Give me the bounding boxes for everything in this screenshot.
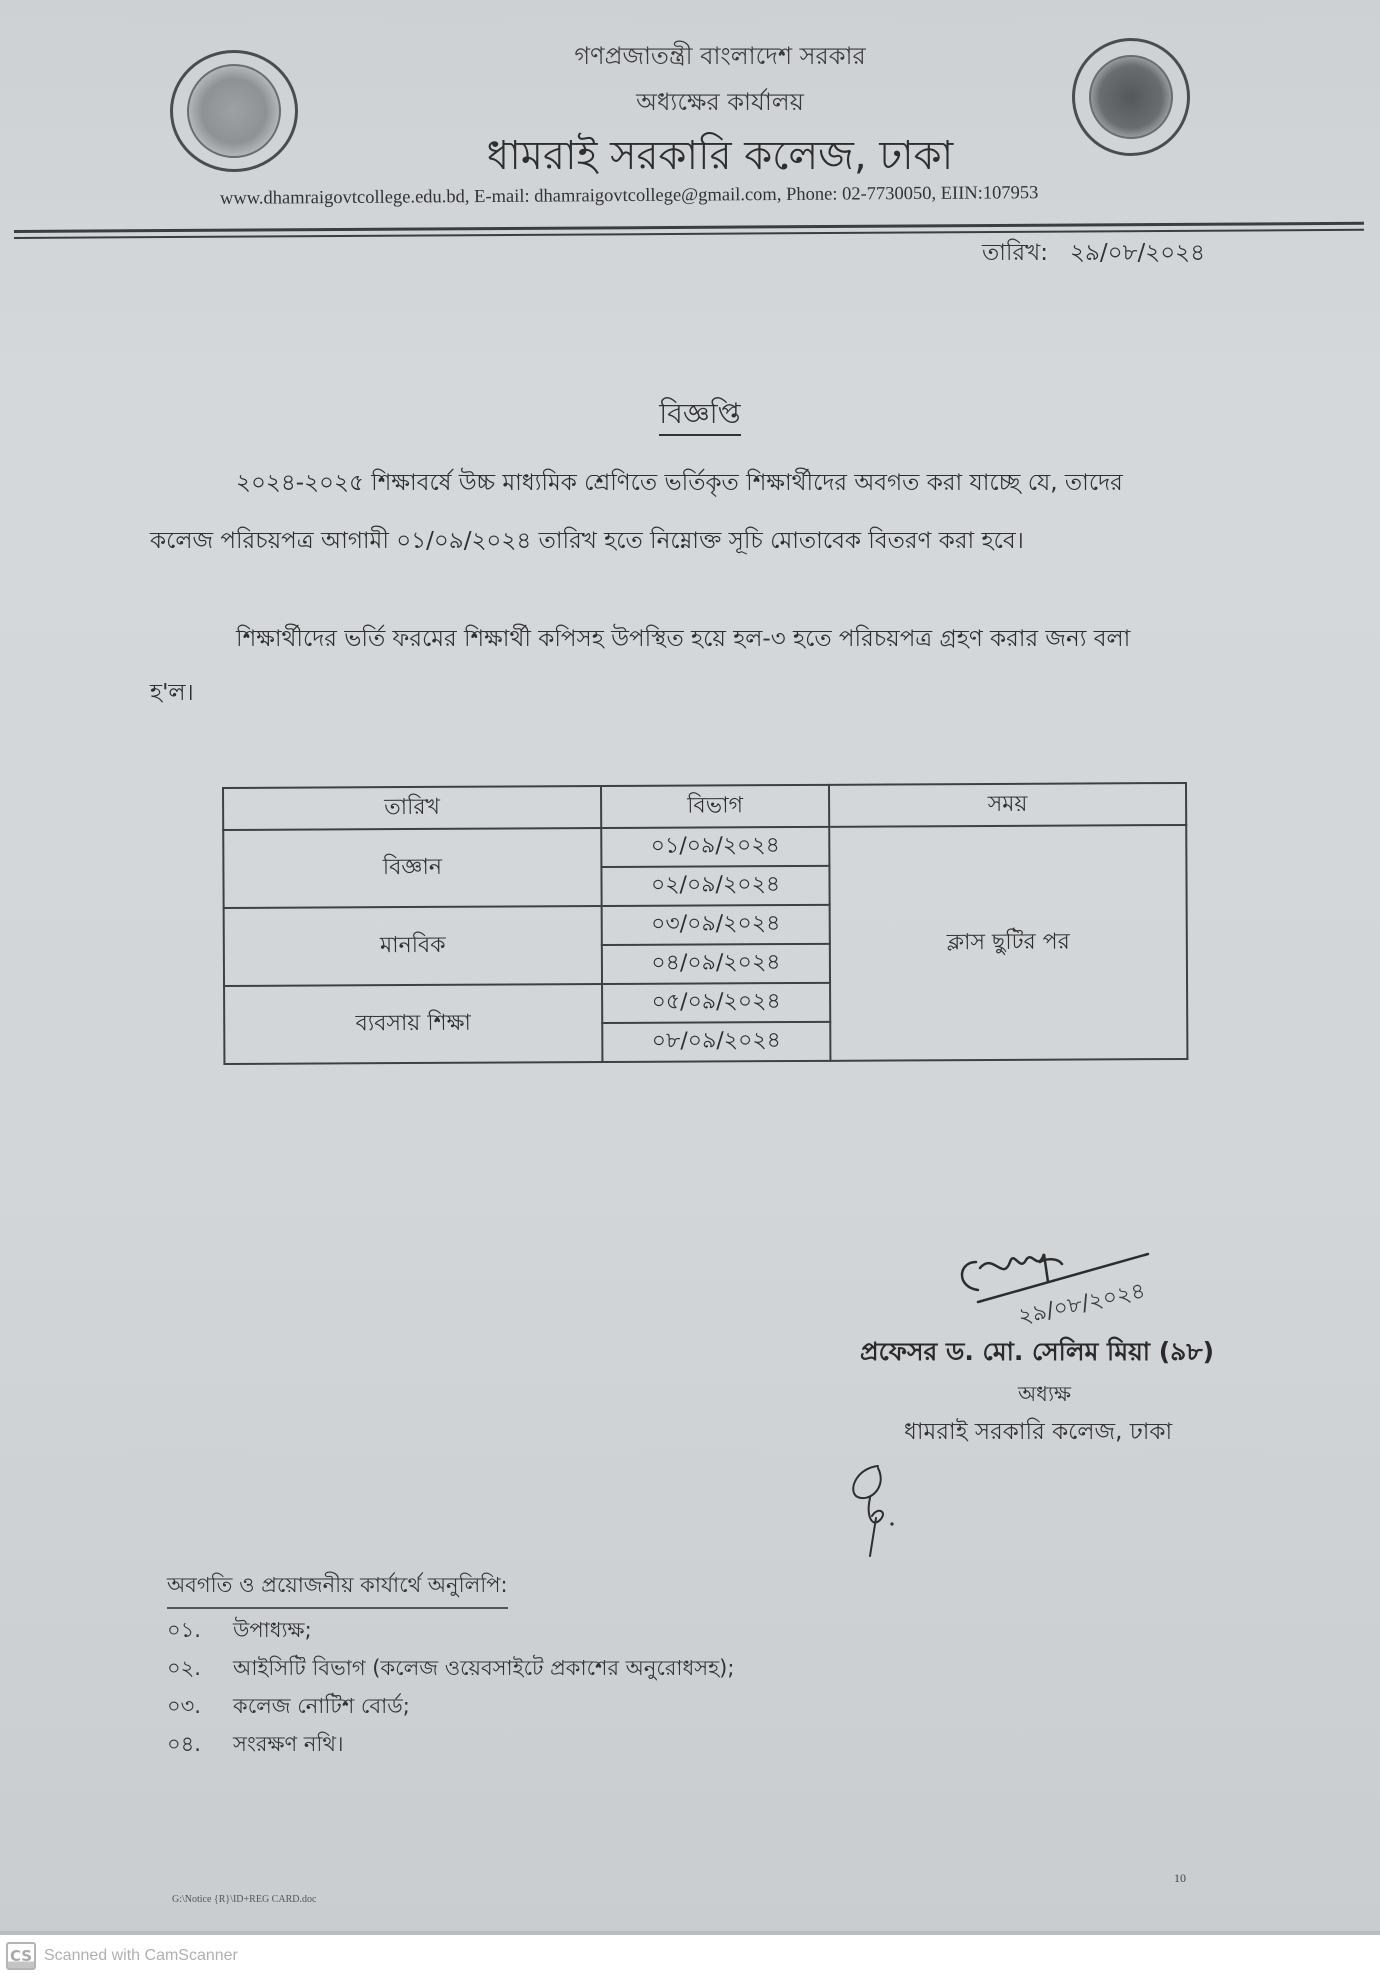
list-item: ০৪. সংরক্ষণ নথি।: [167, 1732, 344, 1756]
date-cell: ০৪/০৯/২০২৪: [602, 944, 830, 984]
signatory-organization: ধামরাই সরকারি কলেজ, ঢাকা: [904, 1419, 1173, 1445]
table-header-row: [223, 783, 1186, 830]
government-name: গণপ্রজাতন্ত্রী বাংলাদেশ সরকার: [574, 42, 866, 70]
principal-signature-icon: [948, 1232, 1158, 1332]
notice-title: বিজ্ঞপ্তি: [0, 392, 1380, 439]
office-name: অধ্যক্ষের কার্যালয়: [636, 88, 804, 116]
paragraph-1-line-1: ২০২৪-২০২৫ শিক্ষাবর্ষে উচ্চ মাধ্যমিক শ্রেণিতে ভর্তিকৃত শিক্ষার্থীদের অবগত করা যাচ্ছে যে, তাদের: [236, 470, 1123, 496]
contact-line: www.dhamraigovtcollege.edu.bd, E-mail: dhamraigovtcollege@gmail.com, Phone: 02-7730050, EIIN:107953: [219, 183, 1039, 209]
watermark-text: Scanned with CamScanner: [44, 1947, 238, 1964]
paragraph-2-line-1: শিক্ষার্থীদের ভর্তি ফরমের শিক্ষার্থী কপিসহ উপস্থিত হয়ে হল-৩ হতে পরিচয়পত্র গ্রহণ করার জন্য বলা: [236, 626, 1131, 652]
date-cell: ০২/০৯/২০২৪: [601, 866, 829, 906]
signatory-name: প্রফেসর ড. মো. সেলিম মিয়া (৯৮): [860, 1337, 1215, 1366]
college-name: ধামরাই সরকারি কলেজ, ঢাকা: [486, 133, 954, 179]
camscanner-watermark: [6, 1938, 238, 1974]
date-cell: ০৩/০৯/২০২৪: [602, 905, 830, 945]
date-value: ২৯/০৮/২০২৪: [1070, 240, 1206, 266]
header-date: তারিখ: [223, 786, 601, 830]
initials-mark-icon: [848, 1458, 918, 1558]
list-item: ০২. আইসিটি বিভাগ (কলেজ ওয়েবসাইটে প্রকাশের অনুরোধসহ);: [167, 1656, 735, 1680]
group-science: বিজ্ঞান: [223, 828, 601, 908]
copies-heading: অবগতি ও প্রয়োজনীয় কার্যার্থে অনুলিপি:: [167, 1569, 508, 1609]
date-cell: ০১/০৯/২০২৪: [601, 827, 829, 867]
header-time: সময়: [829, 783, 1186, 827]
date-cell: ০৮/০৯/২০২৪: [602, 1022, 830, 1062]
list-item: ০১. উপাধ্যক্ষ;: [167, 1618, 312, 1642]
copies-list: [167, 1614, 734, 1766]
time-cell: ক্লাস ছুটির পর: [829, 825, 1187, 1061]
header-department: বিভাগ: [601, 785, 829, 828]
list-item: ০৩. কলেজ নোটিশ বোর্ড;: [167, 1694, 410, 1718]
date-label: তারিখ:: [982, 240, 1049, 266]
notice-date: [982, 234, 1227, 273]
distribution-schedule-table: [222, 782, 1188, 1065]
signatory-designation: অধ্যক্ষ: [1018, 1382, 1072, 1406]
paragraph-2-line-2: হ'ল।: [150, 680, 194, 706]
signature-date: ২৯/০৮/২০২৪: [1016, 1278, 1148, 1330]
camscanner-logo-icon: CS: [6, 1942, 36, 1970]
group-business-studies: ব্যবসায় শিক্ষা: [224, 984, 602, 1064]
page-number: 10: [1174, 1871, 1186, 1885]
paragraph-1-line-2: কলেজ পরিচয়পত্র আগামী ০১/০৯/২০২৪ তারিখ হতে নিম্নোক্ত সূচি মোতাবেক বিতরণ করা হবে।: [150, 528, 1024, 554]
file-path: G:\Notice {R}\ID+REG CARD.doc: [172, 1894, 317, 1905]
table-row: [223, 825, 1186, 869]
date-cell: ০৫/০৯/২০২৪: [602, 983, 830, 1023]
group-humanities: মানবিক: [224, 906, 602, 986]
